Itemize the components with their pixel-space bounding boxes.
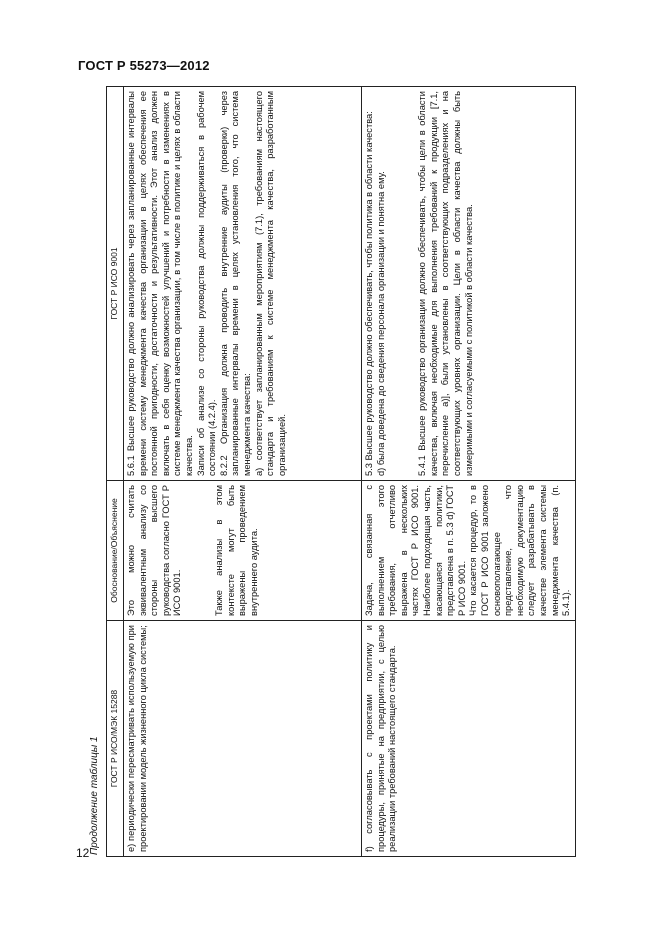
page-number: 12 bbox=[76, 846, 90, 860]
comparison-table bbox=[106, 86, 576, 857]
cell-text: 8.2.2 Организация должна проводить внутренние аудиты (проверки) через запланированные интервалы времени в целях установления того, что система менеджмента качества: bbox=[218, 91, 252, 476]
rotated-table-block bbox=[86, 87, 572, 857]
table-cell-rationale bbox=[124, 481, 362, 621]
cell-text: Что касается процедур, то в ГОСТ Р ИСО 9001 заложено основополагающее представление, что необходимую документацию следует разрабатывать в качестве элемента системы менеджмента качества (п. 5.4.1). bbox=[468, 485, 572, 616]
table-cell-iso9001 bbox=[124, 87, 362, 481]
cell-text: Это можно считать эквивалентным анализу со стороны высшего руководства согласно ГОСТ Р ИСО 9001. bbox=[126, 485, 183, 616]
cell-text: Задача, связанная с выполнением этого требования, отчетливо выражена в нескольких частях ГОСТ Р ИСО 9001. Наиболее подходящая часть, касающаяся политики, представлена в п. 5.3 d) ГОСТ Р ИСО 9001. bbox=[364, 485, 467, 616]
table-continuation-label: Продолжение таблицы 1 bbox=[89, 736, 100, 855]
cell-text: 5.6.1 Высшее руководство должно анализировать через запланированные интервалы времени систему менеджмента качества организации в целях обеспечения ее постоянной пригодности, достаточности и результативности. Этот анализ должен включать в себя оценку возможностей улучшений и потребности в изменениях в системе менеджмента качества организации, в том числе в политике и целях в области качества. bbox=[126, 91, 194, 476]
column-header-iso15288: ГОСТ Р ИСО/МЭК 15288 bbox=[107, 621, 124, 857]
table-cell-iso9001 bbox=[362, 87, 576, 481]
cell-text: e) периодически пересматривать используемую при проектировании модель жизненного цикла системы; bbox=[126, 625, 148, 852]
table-cell-iso15288 bbox=[124, 621, 362, 857]
table-cell-rationale bbox=[362, 481, 576, 621]
table-cell-iso15288 bbox=[362, 621, 576, 857]
cell-text: d) была доведена до сведения персонала организации и понятна ему. bbox=[375, 171, 386, 476]
table-row bbox=[362, 87, 576, 857]
cell-text: a) соответствует запланированным мероприятиям (7.1), требованиям настоящего стандарта и требованиям к системе менеджмента качества, разработанным организацией. bbox=[253, 91, 287, 476]
cell-text: 5.3 Высшее руководство должно обеспечивать, чтобы политика в области качества: bbox=[364, 111, 374, 476]
table-row bbox=[124, 87, 362, 857]
cell-text: Также анализы в этом контексте могут быть выражены проведением внутреннего аудита. bbox=[213, 485, 259, 616]
table-header-row bbox=[107, 87, 124, 857]
page-title: ГОСТ Р 55273—2012 bbox=[78, 58, 210, 73]
cell-text: f) согласовывать с проектами политику и процедуры, принятые на предприятии, с целью реализации требований настоящего стандарта. bbox=[364, 625, 398, 852]
column-header-iso9001: ГОСТ Р ИСО 9001 bbox=[107, 87, 124, 481]
cell-text: Записи об анализе со стороны руководства должны поддерживаться в рабочем состоянии (4.2.4). bbox=[195, 91, 218, 476]
column-header-rationale: Обоснование/Объяснение bbox=[107, 481, 124, 621]
cell-text: 5.4.1 Высшее руководство организации должно обеспечивать, чтобы цели в области качества, включая необходимые для выполнения требований к продукции [7.1, перечисление а)], были установлены в соответствующих подразделениях и на соответствующих уровнях организации. Цели в области качества должны быть измеримыми и согласуемыми с политикой в области качества. bbox=[417, 91, 474, 476]
